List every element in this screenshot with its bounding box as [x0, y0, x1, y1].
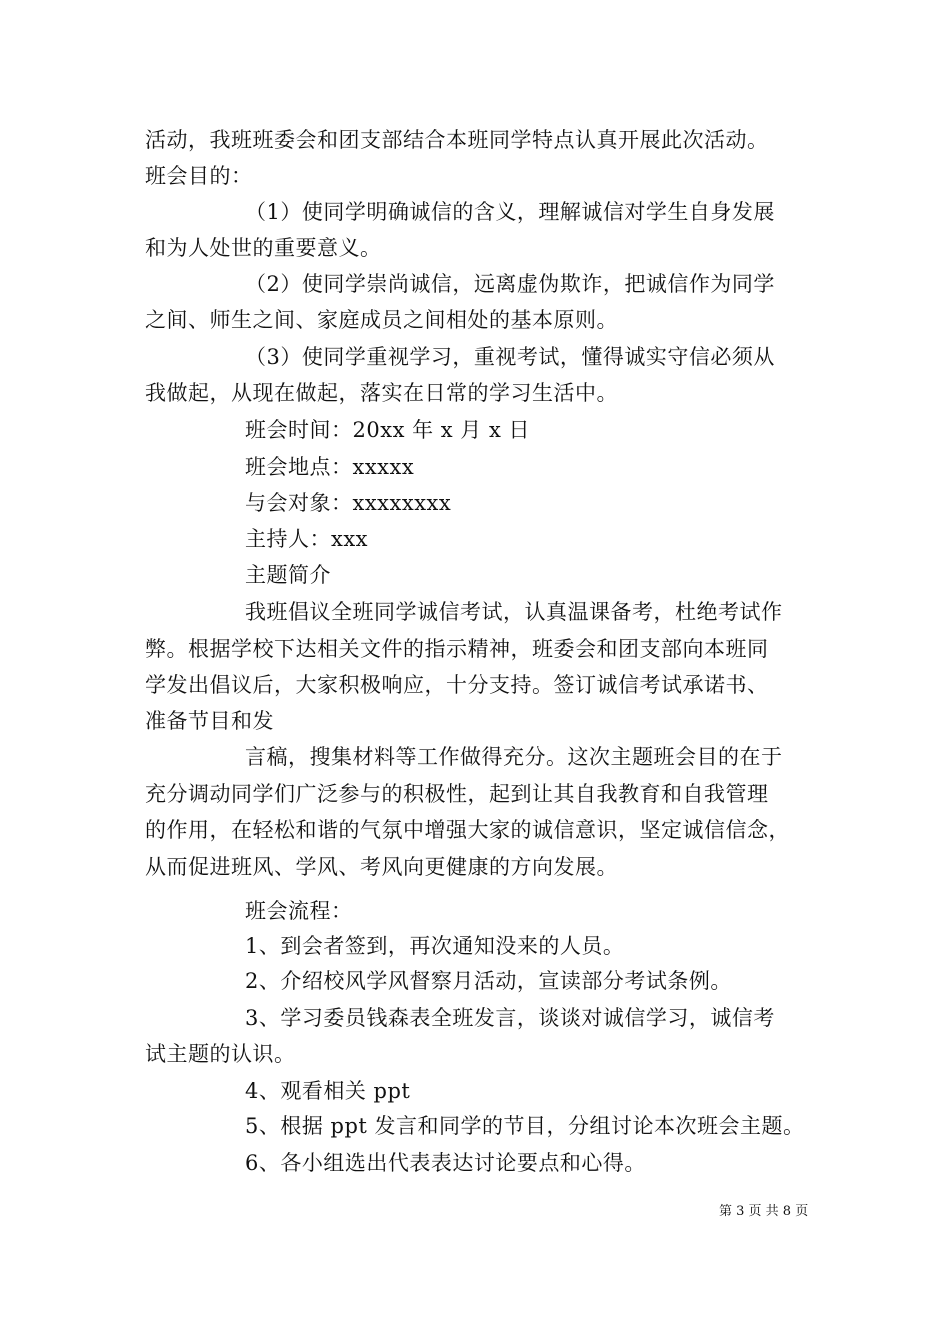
list-item: 6、各小组选出代表表达讨论要点和心得。	[245, 1151, 646, 1175]
text-line: （3）使同学重视学习，重视考试，懂得诚实守信必须从	[245, 345, 775, 369]
text-line: 和为人处世的重要意义。	[145, 236, 382, 260]
text-line: 学发出倡议后，大家积极响应，十分支持。签订诚信考试承诺书、	[145, 673, 769, 697]
text-line: 言稿，搜集材料等工作做得充分。这次主题班会目的在于	[245, 745, 783, 769]
text-line: （1）使同学明确诚信的含义，理解诚信对学生自身发展	[245, 200, 775, 224]
text-line: 准备节目和发	[145, 709, 274, 733]
section-heading: 主题简介	[245, 563, 331, 587]
text-line: 之间、师生之间、家庭成员之间相处的基本原则。	[145, 308, 618, 332]
text-line: 班会时间：20xx 年 x 月 x 日	[245, 418, 530, 442]
text-line: 我班倡议全班同学诚信考试，认真温课备考，杜绝考试作	[245, 600, 783, 624]
list-item: 1、到会者签到，再次通知没来的人员。	[245, 934, 625, 958]
list-item: 5、根据 ppt 发言和同学的节目，分组讨论本次班会主题。	[245, 1114, 805, 1138]
section-heading: 班会流程：	[245, 899, 353, 923]
text-line: 与会对象：xxxxxxxx	[245, 491, 452, 515]
text-line: 弊。根据学校下达相关文件的指示精神，班委会和团支部向本班同	[145, 637, 769, 661]
text-line: 活动，我班班委会和团支部结合本班同学特点认真开展此次活动。	[145, 128, 769, 152]
text-line: 班会目的：	[145, 164, 253, 188]
list-item: 3、学习委员钱森表全班发言，谈谈对诚信学习，诚信考	[245, 1006, 775, 1030]
text-line: 试主题的认识。	[145, 1042, 296, 1066]
text-line: 充分调动同学们广泛参与的积极性，起到让其自我教育和自我管理	[145, 782, 769, 806]
text-line: 班会地点：xxxxx	[245, 455, 415, 479]
page-number: 第 3 页 共 8 页	[719, 1204, 809, 1219]
list-item: 2、介绍校风学风督察月活动，宣读部分考试条例。	[245, 969, 732, 993]
text-line: 我做起，从现在做起，落实在日常的学习生活中。	[145, 381, 618, 405]
text-line: 主持人：xxx	[245, 527, 369, 551]
text-line: 的作用，在轻松和谐的气氛中增强大家的诚信意识，坚定诚信信念，	[145, 818, 790, 842]
list-item: 4、观看相关 ppt	[245, 1079, 411, 1103]
text-line: （2）使同学崇尚诚信，远离虚伪欺诈，把诚信作为同学	[245, 272, 775, 296]
text-line: 从而促进班风、学风、考风向更健康的方向发展。	[145, 855, 618, 879]
